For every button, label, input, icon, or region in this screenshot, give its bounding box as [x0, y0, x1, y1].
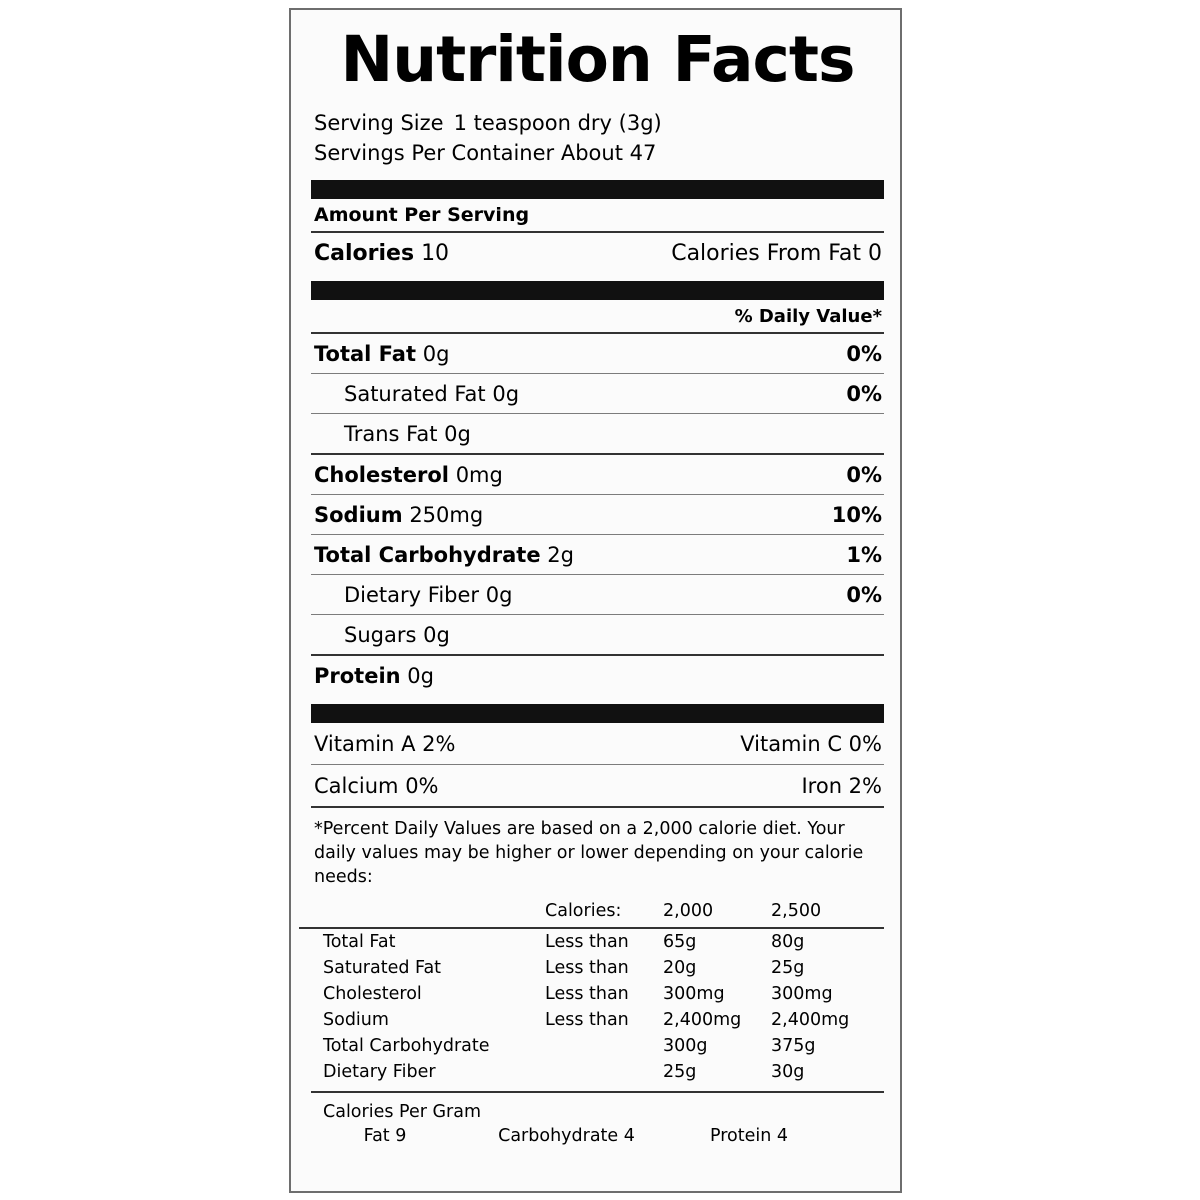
nutrient-row-protein [311, 656, 884, 695]
dv-head-c1 [311, 898, 545, 927]
divider-thick-middle [311, 281, 884, 300]
dv-cell-qualifier: Less than [545, 1010, 629, 1030]
dv-cell-2500: 30g [771, 1062, 805, 1082]
serving-size-row [311, 108, 884, 138]
nutrient-name: Total Fat [314, 342, 417, 366]
divider-thick-bottom [311, 704, 884, 723]
calories-label: Calories [314, 241, 415, 266]
nutrient-dv: 0% [846, 382, 882, 406]
nutrient-amount: 0g [492, 382, 520, 406]
calories-from-fat: Calories From Fat 0 [671, 241, 882, 266]
dv-cell-name: Cholesterol [323, 984, 422, 1004]
dv-cell-2000: 300mg [663, 984, 725, 1004]
daily-values-table [311, 898, 884, 1085]
nutrient-amount: 0mg [455, 463, 503, 487]
dv-cell-2500: 80g [771, 932, 805, 952]
daily-value-footnote: *Percent Daily Values are based on a 2,000 calorie diet. Your daily values may be higher or lower depending on your calorie needs: [314, 819, 864, 887]
dv-cell-2000: 20g [663, 958, 697, 978]
dv-cell-name: Saturated Fat [323, 958, 442, 978]
calories-row [311, 233, 884, 274]
dv-cell-2000: 65g [663, 932, 697, 952]
nutrient-dv: 10% [831, 503, 882, 527]
vitamin-row-2 [311, 765, 884, 806]
table-row [311, 981, 884, 1007]
nutrition-facts-label [289, 8, 902, 1193]
nutrient-dv: 1% [846, 543, 882, 567]
nutrient-row-total-fat [311, 334, 884, 373]
dv-cell-name: Total Fat [323, 932, 396, 952]
calcium: Calcium 0% [314, 774, 439, 798]
nutrient-row-total-carbohydrate [311, 535, 884, 574]
label-content [311, 24, 884, 1146]
nutrient-row-cholesterol [311, 455, 884, 494]
dv-cell-name: Sodium [323, 1010, 389, 1030]
nutrient-name: Saturated Fat [344, 382, 486, 406]
nutrient-name: Sugars [344, 623, 417, 647]
dv-cell-2500: 25g [771, 958, 805, 978]
table-row [311, 929, 884, 955]
nutrient-name: Protein [314, 664, 401, 688]
nutrient-amount: 0g [407, 664, 434, 688]
vitamin-a: Vitamin A 2% [314, 732, 456, 756]
dv-cell-2000: 25g [663, 1062, 697, 1082]
servings-per-container: Servings Per Container About 47 [314, 141, 657, 165]
nutrient-dv: 0% [846, 342, 882, 366]
nutrient-name: Trans Fat [344, 422, 438, 446]
dv-cell-2500: 300mg [771, 984, 833, 1004]
table-row [311, 955, 884, 981]
dv-cell-name: Total Carbohydrate [323, 1036, 490, 1056]
dv-cell-qualifier: Less than [545, 932, 629, 952]
calories-per-gram-values [311, 1124, 884, 1146]
calories-value: 10 [421, 241, 450, 266]
dv-head-calories: Calories: [545, 901, 622, 921]
amount-per-serving-row [311, 199, 884, 231]
serving-size-label: Serving Size [314, 111, 444, 135]
page-title: Nutrition Facts [340, 23, 855, 96]
table-row [311, 1033, 884, 1059]
nutrient-row-trans-fat [311, 414, 884, 453]
serving-size-value: 1 teaspoon dry (3g) [453, 111, 662, 135]
cpg-fat: Fat 9 [363, 1126, 407, 1146]
nutrient-dv: 0% [846, 463, 882, 487]
cpg-carbohydrate: Carbohydrate 4 [498, 1126, 635, 1146]
table-row [311, 1059, 884, 1085]
dv-cell-2500: 375g [771, 1036, 816, 1056]
vitamin-c: Vitamin C 0% [740, 732, 882, 756]
table-row [311, 898, 884, 927]
calories-left [314, 241, 449, 267]
dv-cell-name: Dietary Fiber [323, 1062, 436, 1082]
dv-cell-qualifier [545, 1059, 663, 1085]
dv-head-2500: 2,500 [771, 901, 822, 921]
dv-cell-qualifier: Less than [545, 958, 629, 978]
table-row [311, 1007, 884, 1033]
nutrient-amount: 250mg [409, 503, 484, 527]
nutrient-dv: 0% [846, 583, 882, 607]
nutrient-amount: 0g [423, 623, 450, 647]
nutrient-row-dietary-fiber [311, 575, 884, 614]
nutrient-amount: 2g [547, 543, 574, 567]
dv-cell-2000: 300g [663, 1036, 708, 1056]
nutrient-name: Cholesterol [314, 463, 449, 487]
vitamin-row-1 [311, 723, 884, 764]
nutrient-amount: 0g [444, 422, 471, 446]
dv-head-2000: 2,000 [663, 901, 714, 921]
dv-cell-qualifier: Less than [545, 984, 629, 1004]
dv-cell-2500: 2,400mg [771, 1010, 850, 1030]
cpg-protein: Protein 4 [709, 1126, 789, 1146]
nutrient-name: Sodium [314, 503, 403, 527]
iron: Iron 2% [801, 774, 882, 798]
dv-cell-qualifier [545, 1033, 663, 1059]
nutrient-row-saturated-fat [311, 374, 884, 413]
dv-cell-2000: 2,400mg [663, 1010, 742, 1030]
nutrient-amount: 0g [485, 583, 513, 607]
nutrient-row-sodium [311, 495, 884, 534]
daily-value-header: % Daily Value* [734, 306, 882, 327]
nutrient-amount: 0g [422, 342, 450, 366]
nutrient-name: Dietary Fiber [344, 583, 480, 607]
nutrient-row-sugars [311, 615, 884, 654]
nutrient-name: Total Carbohydrate [314, 543, 541, 567]
amount-per-serving-label: Amount Per Serving [314, 204, 530, 226]
divider-thick-top [311, 180, 884, 199]
calories-per-gram-label: Calories Per Gram [323, 1102, 481, 1122]
